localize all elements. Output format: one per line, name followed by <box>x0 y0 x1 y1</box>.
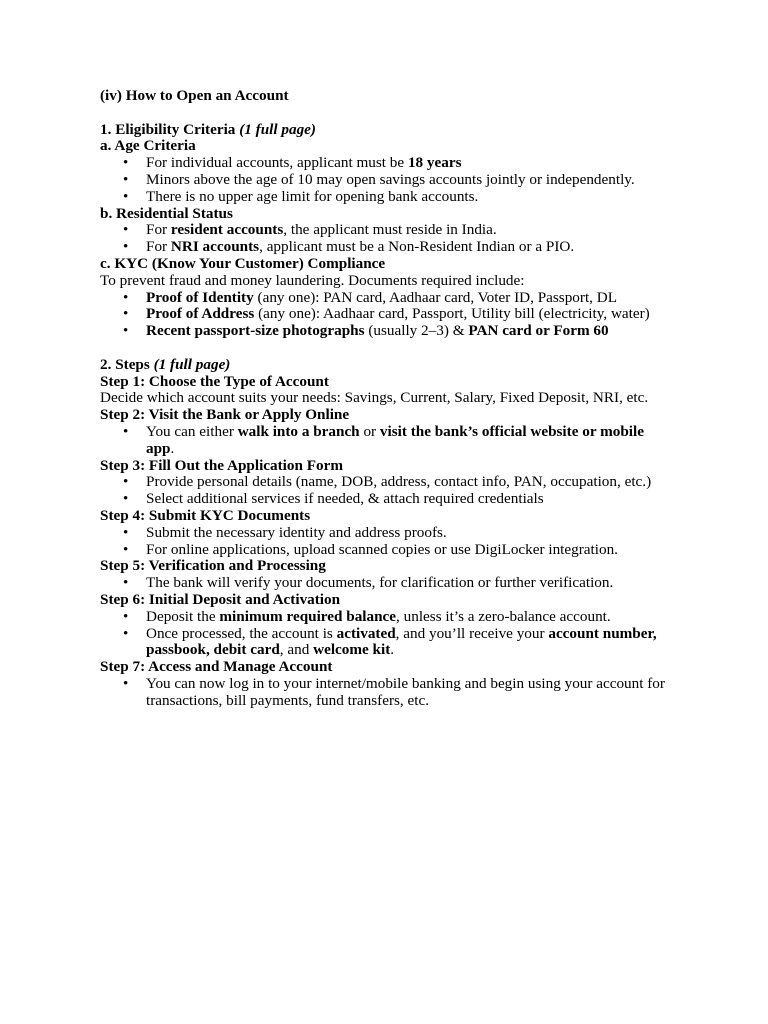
step2-heading: Step 2: Visit the Bank or Apply Online <box>100 406 350 424</box>
step3-heading: Step 3: Fill Out the Application Form <box>100 456 343 474</box>
section-eligibility-heading: 1. Eligibility Criteria (1 full page) <box>100 120 316 138</box>
list-item: • For NRI accounts, applicant must be a Non-Resident Indian or a PIO. <box>146 239 670 256</box>
list-item: • Submit the necessary identity and address proofs. <box>146 525 670 542</box>
document-title: (iv) How to Open an Account <box>100 87 289 104</box>
list-item: • You can either walk into a branch or visit the bank’s official website or mobile app. <box>146 424 670 458</box>
list-item: • Minors above the age of 10 may open savings accounts jointly or independently. <box>146 172 670 189</box>
list-item: • There is no upper age limit for opening bank accounts. <box>146 189 670 206</box>
step5-list <box>100 575 670 592</box>
list-item: • Select additional services if needed, & attach required credentials <box>146 491 670 508</box>
step5-heading: Step 5: Verification and Processing <box>100 557 326 575</box>
step3-list <box>100 474 670 508</box>
list-item: • You can now log in to your internet/mobile banking and begin using your account for transactions, bill payments, fund transfers, etc. <box>146 676 670 710</box>
list-item: • The bank will verify your documents, for clarification or further verification. <box>146 575 670 592</box>
age-criteria-heading: a. Age Criteria <box>100 137 196 155</box>
list-item: • For resident accounts, the applicant must reside in India. <box>146 222 670 239</box>
section-steps-heading: 2. Steps (1 full page) <box>100 355 231 373</box>
step7-list <box>100 676 670 710</box>
residential-status-heading: b. Residential Status <box>100 204 233 222</box>
step7-heading: Step 7: Access and Manage Account <box>100 658 333 676</box>
list-item: • Recent passport-size photographs (usually 2–3) & PAN card or Form 60 <box>146 323 670 340</box>
spacer <box>100 340 670 357</box>
list-item: • Provide personal details (name, DOB, address, contact info, PAN, occupation, etc.) <box>146 474 670 491</box>
step6-list <box>100 609 670 659</box>
age-criteria-list <box>100 155 670 205</box>
residential-status-list <box>100 222 670 256</box>
kyc-documents-list <box>100 290 670 340</box>
step2-list <box>100 424 670 458</box>
kyc-heading: c. KYC (Know Your Customer) Compliance <box>100 254 386 272</box>
list-item: • Once processed, the account is activated, and you’ll receive your account number, passbook, debit card, and welcome kit. <box>146 626 670 660</box>
step4-list <box>100 525 670 559</box>
step6-heading: Step 6: Initial Deposit and Activation <box>100 590 341 608</box>
list-item: • Proof of Address (any one): Aadhaar card, Passport, Utility bill (electricity, water) <box>146 306 670 323</box>
list-item: • Proof of Identity (any one): PAN card, Aadhaar card, Voter ID, Passport, DL <box>146 290 670 307</box>
document-body <box>100 88 670 709</box>
step4-heading: Step 4: Submit KYC Documents <box>100 506 311 524</box>
step1-heading: Step 1: Choose the Type of Account <box>100 372 329 390</box>
step1-text: Decide which account suits your needs: Savings, Current, Salary, Fixed Deposit, NRI, etc. <box>100 389 649 407</box>
spacer <box>100 105 670 122</box>
list-item: • For online applications, upload scanned copies or use DigiLocker integration. <box>146 542 670 559</box>
kyc-intro: To prevent fraud and money laundering. Documents required include: <box>100 271 525 289</box>
list-item: • For individual accounts, applicant must be 18 years <box>146 155 670 172</box>
list-item: • Deposit the minimum required balance, unless it’s a zero-balance account. <box>146 609 670 626</box>
